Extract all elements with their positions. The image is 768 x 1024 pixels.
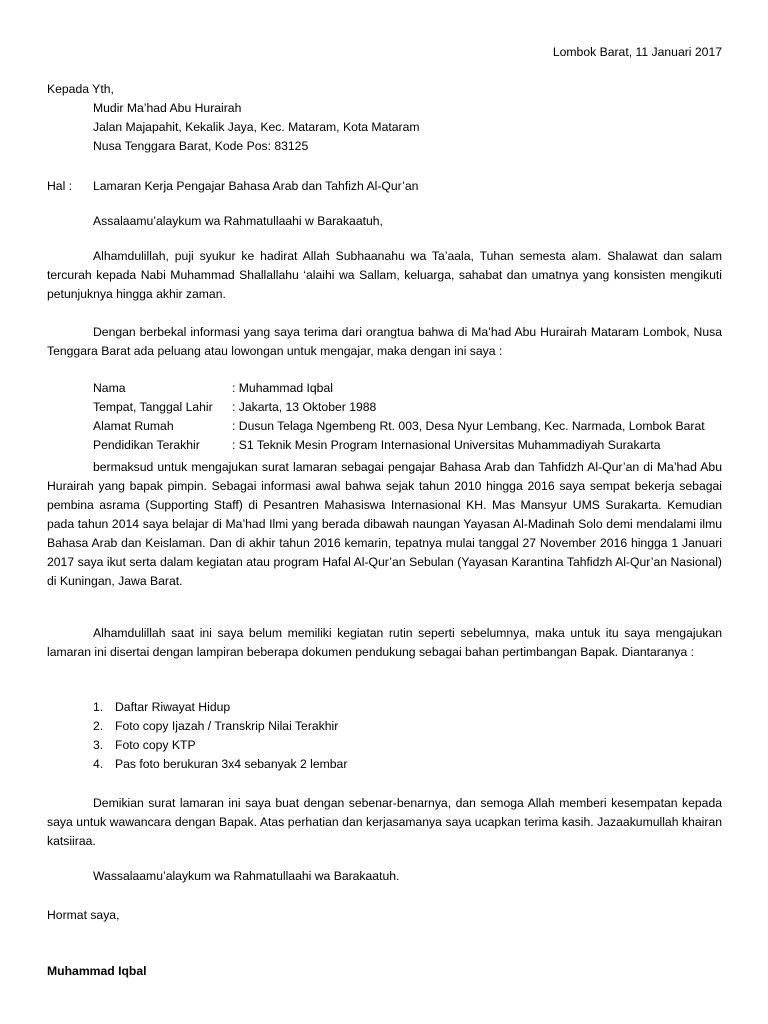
subject-text: Lamaran Kerja Pengajar Bahasa Arab dan Tahfizh Al-Qur’an — [93, 179, 419, 193]
paragraph-4 — [47, 624, 722, 662]
list-item — [93, 755, 347, 774]
attachment-list — [93, 698, 347, 774]
recipient-address-line1: Jalan Majapahit, Kekalik Jaya, Kec. Mataram, Kota Mataram — [93, 120, 420, 134]
info-row — [93, 436, 733, 455]
list-item — [93, 698, 347, 717]
signature-name: Muhammad Iqbal — [47, 964, 147, 978]
list-item-text: Foto copy Ijazah / Transkrip Nilai Terakhir — [115, 719, 339, 733]
letter-date: Lombok Barat, 11 Januari 2017 — [552, 45, 722, 59]
info-row — [93, 379, 733, 398]
info-label: Tempat, Tanggal Lahir — [93, 400, 213, 414]
paragraph-2-text: Dengan berbekal informasi yang saya terima dari orangtua bahwa di Ma’had Abu Hurairah Mataram Lombok, Nusa Tenggara Barat ada peluang atau lowongan untuk mengajar, maka dengan ini saya : — [47, 325, 722, 358]
closing-salutation: Wassalaamu’alaykum wa Rahmatullaahi wa Barakaatuh. — [93, 869, 400, 883]
recipient-address-line2: Nusa Tenggara Barat, Kode Pos: 83125 — [93, 139, 309, 153]
list-item — [93, 736, 347, 755]
info-row — [93, 417, 733, 436]
list-item-text: Pas foto berukuran 3x4 sebanyak 2 lembar — [115, 757, 348, 771]
paragraph-1 — [47, 247, 722, 304]
paragraph-5 — [47, 794, 722, 851]
info-label: Alamat Rumah — [93, 419, 174, 433]
subject-label: Hal : — [47, 179, 73, 193]
list-item-number: 2. — [93, 719, 104, 733]
info-value: : S1 Teknik Mesin Program Internasional Universitas Muhammadiyah Surakarta — [232, 438, 661, 452]
regards-text: Hormat saya, — [47, 908, 120, 922]
paragraph-4-text: Alhamdulillah saat ini saya belum memiliki kegiatan rutin seperti sebelumnya, maka untuk itu saya mengajukan lamaran ini disertai dengan lampiran beberapa dokumen pendukung sebagai bahan pertimbangan Bapak. Diantaranya : — [47, 626, 722, 659]
list-item-number: 3. — [93, 738, 104, 752]
paragraph-5-text: Demikian surat lamaran ini saya buat dengan sebenar-benarnya, dan semoga Allah memberi kesempatan kepada saya untuk wawancara dengan Bapak. Atas perhatian dan kerjasamanya saya ucapkan terima kasih. Jazaakumullah khairan katsiiraa. — [47, 796, 722, 848]
paragraph-1-text: Alhamdulillah, puji syukur ke hadirat Allah Subhaanahu wa Ta’aala, Tuhan semesta alam. Shalawat dan salam tercurah kepada Nabi Muhammad Shallallahu ‘alaihi wa Sallam, keluarga, sahabat dan umatnya yang konsisten mengikuti petunjuknya hingga akhir zaman. — [47, 249, 722, 301]
paragraph-3-text: bermaksud untuk mengajukan surat lamaran sebagai pengajar Bahasa Arab dan Tahfidzh Al-Qur’an di Ma’had Abu Hurairah yang bapak pimpin. Sebagai informasi awal bahwa sejak tahun 2010 hingga 2016 saya sempat bekerja sebagai pembina asrama (Supporting Staff) di Pesantren Mahasiswa Internasional KH. Mas Mansyur UMS Surakarta. Kemudian pada tahun 2014 saya belajar di Ma’had Ilmi yang berada dibawah naungan Yayasan Al-Madinah Solo demi mendalami ilmu Bahasa Arab dan Keislaman. Dan di akhir tahun 2016 kemarin, tepatnya mulai tanggal 27 November 2016 hingga 1 Januari 2017 saya ikut serta dalam kegiatan atau program Hafal Al-Qur’an Sebulan (Yayasan Karantina Tahfidzh Al-Qur’an Nasional) di Kuningan, Jawa Barat. — [47, 460, 722, 588]
recipient-block — [47, 80, 727, 156]
info-label: Nama — [93, 381, 126, 395]
personal-info-table — [93, 379, 733, 455]
paragraph-3 — [47, 458, 722, 591]
info-row — [93, 398, 733, 417]
paragraph-2 — [47, 323, 722, 361]
list-item-number: 1. — [93, 700, 104, 714]
list-item-text: Daftar Riwayat Hidup — [115, 700, 231, 714]
list-item-number: 4. — [93, 757, 104, 771]
info-value: : Muhammad Iqbal — [232, 381, 333, 395]
list-item — [93, 717, 347, 736]
info-label: Pendidikan Terakhir — [93, 438, 200, 452]
info-value: : Jakarta, 13 Oktober 1988 — [232, 400, 377, 414]
opening-salutation: Assalaamu’alaykum wa Rahmatullaahi w Barakaatuh, — [93, 214, 383, 228]
list-item-text: Foto copy KTP — [115, 738, 196, 752]
info-value: : Dusun Telaga Ngembeng Rt. 003, Desa Nyur Lembang, Kec. Narmada, Lombok Barat — [232, 419, 705, 433]
recipient-greeting: Kepada Yth, — [47, 82, 114, 96]
recipient-name: Mudir Ma’had Abu Hurairah — [93, 101, 242, 115]
